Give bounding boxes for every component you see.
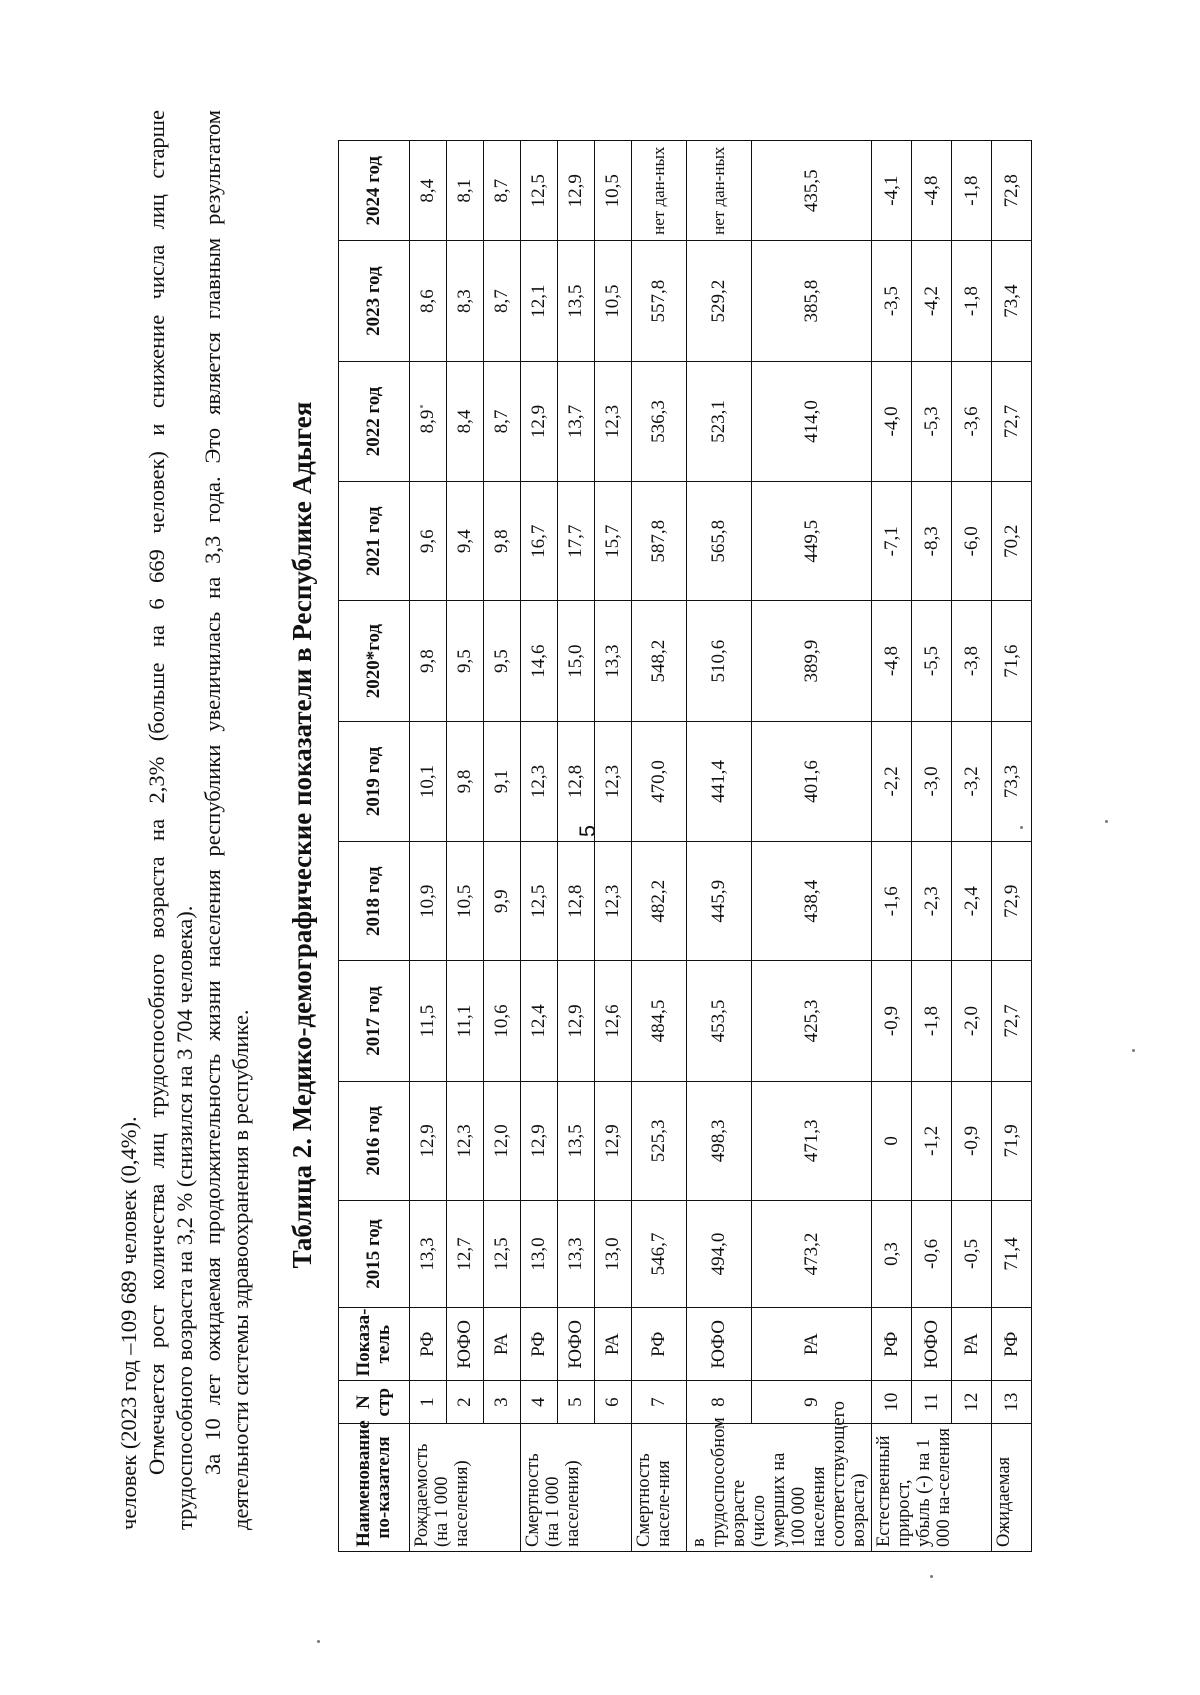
table-cell: 12,9 bbox=[558, 141, 595, 241]
table-cell: 12,8 bbox=[558, 721, 595, 841]
table-cell: 8 bbox=[687, 1381, 752, 1423]
table-cell: 494,0 bbox=[687, 1200, 752, 1307]
table-cell: ЮФО bbox=[447, 1307, 484, 1381]
table-cell: 12,3 bbox=[447, 1081, 484, 1200]
table-cell: 9,8 bbox=[447, 721, 484, 841]
table-cell: 10,5 bbox=[595, 141, 632, 241]
table-row bbox=[558, 141, 595, 1552]
table-cell: 9,6 bbox=[410, 482, 447, 601]
table-cell: 12,3 bbox=[595, 842, 632, 961]
table-cell: -6,0 bbox=[952, 482, 992, 601]
table-cell: 71,9 bbox=[992, 1081, 1032, 1200]
table-cell: 435,5 bbox=[752, 141, 872, 241]
table-cell: 10,5 bbox=[595, 241, 632, 361]
table-cell: 10,1 bbox=[410, 721, 447, 841]
table-cell: 10,6 bbox=[484, 961, 521, 1081]
table-cell: 13,3 bbox=[410, 1200, 447, 1307]
table-cell: 12,0 bbox=[484, 1081, 521, 1200]
table-row bbox=[872, 141, 912, 1552]
table-cell: 10 bbox=[872, 1381, 912, 1423]
table-cell: -8,3 bbox=[912, 482, 952, 601]
table-cell: 9,1 bbox=[484, 721, 521, 841]
table-cell: 13,7 bbox=[558, 361, 595, 481]
table-cell: ЮФО bbox=[687, 1307, 752, 1381]
table-cell: -3,6 bbox=[952, 361, 992, 481]
indicator-name: Смертность (на 1 000 населения) bbox=[521, 1423, 632, 1551]
table-cell: 8,1 bbox=[447, 141, 484, 241]
table-cell: -4,8 bbox=[872, 601, 912, 721]
table-cell: -2,4 bbox=[952, 842, 992, 961]
table-cell: 72,7 bbox=[992, 961, 1032, 1081]
table-cell: 548,2 bbox=[632, 601, 687, 721]
table-cell: 12,6 bbox=[595, 961, 632, 1081]
table-cell: 484,5 bbox=[632, 961, 687, 1081]
table-cell: 482,2 bbox=[632, 842, 687, 961]
table-cell: 13,3 bbox=[595, 601, 632, 721]
table-cell: -4,0 bbox=[872, 361, 912, 481]
header-cell: 2023 год bbox=[339, 241, 410, 361]
table-cell: 8,7 bbox=[484, 241, 521, 361]
table-cell: 0 bbox=[872, 1081, 912, 1200]
table-cell: 8,4 bbox=[447, 361, 484, 481]
table-cell: 453,5 bbox=[687, 961, 752, 1081]
table-cell: -0,9 bbox=[872, 961, 912, 1081]
table-cell: 72,7 bbox=[992, 361, 1032, 481]
table-cell: 12,5 bbox=[484, 1200, 521, 1307]
table-cell: 12,8 bbox=[558, 842, 595, 961]
indicator-name: Естественный прирост, убыль (-) на 1 000 на-селения bbox=[872, 1423, 992, 1551]
table-cell: 12,3 bbox=[595, 721, 632, 841]
table-cell: 441,4 bbox=[687, 721, 752, 841]
table-cell: -3,0 bbox=[912, 721, 952, 841]
header-cell: 2021 год bbox=[339, 482, 410, 601]
table-cell: 12,3 bbox=[595, 361, 632, 481]
scan-speck bbox=[1132, 1049, 1135, 1052]
header-cell: 2015 год bbox=[339, 1200, 410, 1307]
table-cell: 13,0 bbox=[595, 1200, 632, 1307]
table-cell: 9,8 bbox=[484, 482, 521, 601]
scan-speck bbox=[930, 1575, 933, 1578]
paragraph-working-age: Отмечается рост количества лиц трудоспособного возраста на 2,3% (больше на 6 669 человек) и снижение числа лиц старше трудоспособного возраста на 3,2 % (снизился на 3 704 человека). bbox=[144, 110, 197, 1530]
table-row bbox=[484, 141, 521, 1552]
table-cell: РФ bbox=[872, 1307, 912, 1381]
table-cell: 565,8 bbox=[687, 482, 752, 601]
table-cell: ЮФО bbox=[558, 1307, 595, 1381]
table-cell: 16,7 bbox=[521, 482, 558, 601]
table-cell: -1,6 bbox=[872, 842, 912, 961]
table-cell: 425,3 bbox=[752, 961, 872, 1081]
indicator-name: в трудоспособном возрасте (число умерших на 100 000 населения соответствующего возраста) bbox=[687, 1423, 872, 1551]
table-title: Таблица 2. Медико-демографические показатели в Республике Адыгея bbox=[287, 401, 317, 1269]
table-cell: РФ bbox=[992, 1307, 1032, 1381]
table-cell: 536,3 bbox=[632, 361, 687, 481]
table-cell: РФ bbox=[632, 1307, 687, 1381]
table-cell: 12,9 bbox=[558, 961, 595, 1081]
table-cell: -3,8 bbox=[952, 601, 992, 721]
table-cell: 449,5 bbox=[752, 482, 872, 601]
indicator-name: Ожидаемая bbox=[992, 1423, 1032, 1551]
paragraph-life-expectancy: За 10 лет ожидаемая продолжительность жизни населения республики увеличилась на 3,3 года. Это является главным результатом деятельности системы здравоохранения в республике. bbox=[200, 110, 253, 1530]
table-cell: 9,5 bbox=[447, 601, 484, 721]
table-cell: 385,8 bbox=[752, 241, 872, 361]
table-cell: -5,5 bbox=[912, 601, 952, 721]
table-cell: 11,5 bbox=[410, 961, 447, 1081]
header-cell: 2024 год bbox=[339, 141, 410, 241]
table-cell: 12,9 bbox=[521, 361, 558, 481]
table-cell: 13 bbox=[992, 1381, 1032, 1423]
table-cell: ЮФО bbox=[912, 1307, 952, 1381]
table-cell: -0,5 bbox=[952, 1200, 992, 1307]
table-cell: 3 bbox=[484, 1381, 521, 1423]
table-cell: 4 bbox=[521, 1381, 558, 1423]
table-cell: 414,0 bbox=[752, 361, 872, 481]
table-cell: 473,2 bbox=[752, 1200, 872, 1307]
header-cell: 2019 год bbox=[339, 721, 410, 841]
indicator-name: Смертность населе-ния bbox=[632, 1423, 687, 1551]
table-cell: 0,3 bbox=[872, 1200, 912, 1307]
table-cell: 12,9 bbox=[410, 1081, 447, 1200]
table-cell: 8,7 bbox=[484, 361, 521, 481]
table-cell: 12,4 bbox=[521, 961, 558, 1081]
table-row bbox=[752, 141, 872, 1552]
table-cell: 73,4 bbox=[992, 241, 1032, 361]
table-cell: 471,3 bbox=[752, 1081, 872, 1200]
header-cell: Показа-тель bbox=[339, 1307, 410, 1381]
table-cell: -0,6 bbox=[912, 1200, 952, 1307]
table-cell: 71,4 bbox=[992, 1200, 1032, 1307]
table-cell: РФ bbox=[521, 1307, 558, 1381]
table-cell: нет дан-ных bbox=[632, 141, 687, 241]
table-cell: РФ bbox=[410, 1307, 447, 1381]
table-row bbox=[521, 141, 558, 1552]
table-row bbox=[447, 141, 484, 1552]
demographics-table bbox=[338, 140, 1032, 1552]
table-cell: 9,5 bbox=[484, 601, 521, 721]
table-cell: 73,3 bbox=[992, 721, 1032, 841]
table-cell: 11,1 bbox=[447, 961, 484, 1081]
table-cell: РА bbox=[484, 1307, 521, 1381]
table-cell: РА bbox=[595, 1307, 632, 1381]
table-row bbox=[632, 141, 687, 1552]
header-cell: 2018 год bbox=[339, 842, 410, 961]
table-cell: 510,6 bbox=[687, 601, 752, 721]
table-cell: 8,9 bbox=[410, 361, 447, 481]
page-number: 5 bbox=[575, 824, 601, 838]
table-cell: 8,7 bbox=[484, 141, 521, 241]
table-cell: 14,6 bbox=[521, 601, 558, 721]
table-cell: 5 bbox=[558, 1381, 595, 1423]
table-cell: 389,9 bbox=[752, 601, 872, 721]
scan-speck bbox=[420, 405, 423, 408]
header-cell: N стр bbox=[339, 1381, 410, 1423]
table-cell: 8,6 bbox=[410, 241, 447, 361]
table-cell: 13,5 bbox=[558, 241, 595, 361]
table-cell: 11 bbox=[912, 1381, 952, 1423]
table-row bbox=[912, 141, 952, 1552]
table-cell: -2,0 bbox=[952, 961, 992, 1081]
table-cell: 445,9 bbox=[687, 842, 752, 961]
table-cell: -1,8 bbox=[952, 241, 992, 361]
table-cell: -2,3 bbox=[912, 842, 952, 961]
table-cell: -1,8 bbox=[952, 141, 992, 241]
scan-speck bbox=[317, 1640, 320, 1643]
table-cell: -2,2 bbox=[872, 721, 912, 841]
text-line-1: человек (2023 год –109 689 человек (0,4%). bbox=[116, 1116, 141, 1530]
table-cell: 401,6 bbox=[752, 721, 872, 841]
table-cell: 587,8 bbox=[632, 482, 687, 601]
table-cell: 72,9 bbox=[992, 842, 1032, 961]
table-cell: 12,1 bbox=[521, 241, 558, 361]
table-cell: -4,2 bbox=[912, 241, 952, 361]
table-cell: 523,1 bbox=[687, 361, 752, 481]
table-cell: 9,4 bbox=[447, 482, 484, 601]
table-cell: 15,7 bbox=[595, 482, 632, 601]
header-cell: 2016 год bbox=[339, 1081, 410, 1200]
table-cell: 12,7 bbox=[447, 1200, 484, 1307]
table-cell: -4,8 bbox=[912, 141, 952, 241]
table-cell: -7,1 bbox=[872, 482, 912, 601]
table-cell: 529,2 bbox=[687, 241, 752, 361]
table-cell: 557,8 bbox=[632, 241, 687, 361]
table-cell: 438,4 bbox=[752, 842, 872, 961]
table-cell: 7 bbox=[632, 1381, 687, 1423]
table-cell: 9,9 bbox=[484, 842, 521, 961]
table-cell: 71,6 bbox=[992, 601, 1032, 721]
table-cell: 9,8 bbox=[410, 601, 447, 721]
scan-speck bbox=[1020, 826, 1023, 829]
table-cell: -1,2 bbox=[912, 1081, 952, 1200]
header-cell: 2022 год bbox=[339, 361, 410, 481]
table-cell: 72,8 bbox=[992, 141, 1032, 241]
table-cell: 6 bbox=[595, 1381, 632, 1423]
table-header-row bbox=[339, 141, 410, 1552]
table-cell: 12,9 bbox=[521, 1081, 558, 1200]
table-cell: 12,3 bbox=[521, 721, 558, 841]
scan-speck bbox=[1105, 820, 1108, 823]
table-cell: 12,5 bbox=[521, 842, 558, 961]
table-row bbox=[952, 141, 992, 1552]
table-cell: 13,5 bbox=[558, 1081, 595, 1200]
header-cell: Наименование по-казателя bbox=[339, 1423, 410, 1551]
table-cell: 1 bbox=[410, 1381, 447, 1423]
header-cell: 2020*год bbox=[339, 601, 410, 721]
table-cell: 470,0 bbox=[632, 721, 687, 841]
table-cell: 9 bbox=[752, 1381, 872, 1423]
table-cell: 12,5 bbox=[521, 141, 558, 241]
indicator-name: Рождаемость (на 1 000 населения) bbox=[410, 1423, 521, 1551]
table-cell: 10,9 bbox=[410, 842, 447, 961]
table-row bbox=[410, 141, 447, 1552]
table-cell: 17,7 bbox=[558, 482, 595, 601]
table-cell: -5,3 bbox=[912, 361, 952, 481]
table-cell: 12 bbox=[952, 1381, 992, 1423]
table-cell: 10,5 bbox=[447, 842, 484, 961]
header-cell: 2017 год bbox=[339, 961, 410, 1081]
table-cell: РА bbox=[752, 1307, 872, 1381]
table-cell: -4,1 bbox=[872, 141, 912, 241]
table-cell: -3,5 bbox=[872, 241, 912, 361]
table-cell: 70,2 bbox=[992, 482, 1032, 601]
table-cell: 525,3 bbox=[632, 1081, 687, 1200]
table-row bbox=[992, 141, 1032, 1552]
table-row bbox=[687, 141, 752, 1552]
table-cell: -3,2 bbox=[952, 721, 992, 841]
table-cell: -0,9 bbox=[952, 1081, 992, 1200]
table-cell: 2 bbox=[447, 1381, 484, 1423]
table-row bbox=[595, 141, 632, 1552]
table-cell: -1,8 bbox=[912, 961, 952, 1081]
table-cell: нет дан-ных bbox=[687, 141, 752, 241]
table-cell: 13,0 bbox=[521, 1200, 558, 1307]
table-cell: 12,9 bbox=[595, 1081, 632, 1200]
table-cell: 13,3 bbox=[558, 1200, 595, 1307]
table-cell: 8,4 bbox=[410, 141, 447, 241]
table-cell: РА bbox=[952, 1307, 992, 1381]
table-cell: 546,7 bbox=[632, 1200, 687, 1307]
table-cell: 498,3 bbox=[687, 1081, 752, 1200]
table-cell: 8,3 bbox=[447, 241, 484, 361]
table-cell: 15,0 bbox=[558, 601, 595, 721]
